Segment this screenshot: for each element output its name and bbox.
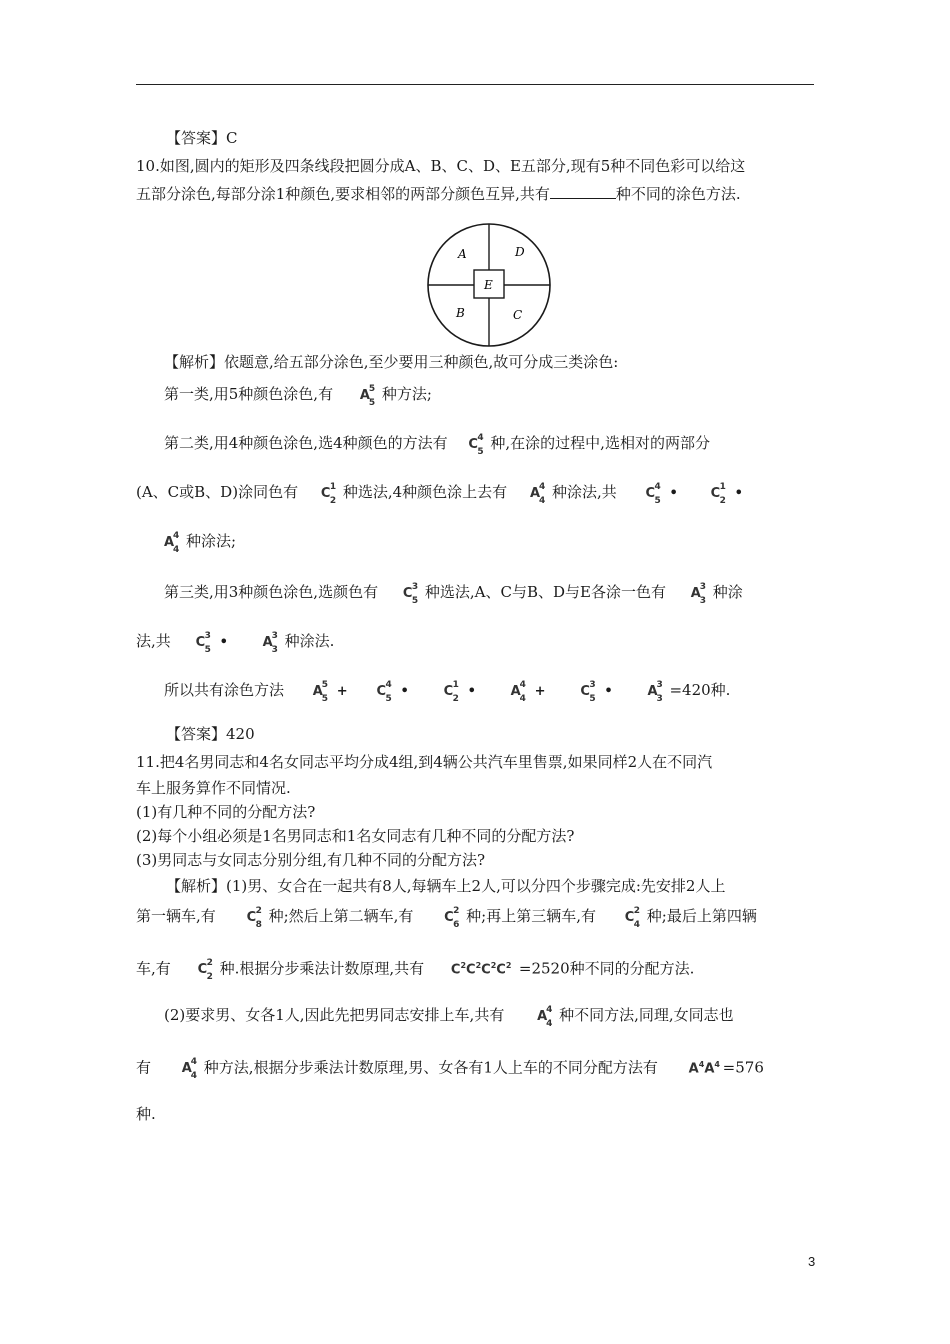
q10-line2a: 五部分涂色,每部分涂1种颜色,要求相邻的两部分颜色互异,共有	[136, 185, 550, 203]
header-rule	[136, 84, 814, 85]
multiply-dot: •	[604, 684, 613, 699]
sol11-line5	[136, 1055, 764, 1082]
formula-c53: C 3 5	[402, 582, 419, 606]
q10-line1: 10.如图,圆内的矩形及四条线段把圆分成A、B、C、D、E五部分,现有5种不同色彩可以给这	[136, 157, 746, 175]
sol11-text-5b: 种方法,根据分步乘法计数原理,男、女各有1人上车的不同分配方法有	[203, 1058, 658, 1077]
sol10-case3-line2	[136, 631, 334, 653]
sol11-text-5a: 有	[136, 1058, 152, 1077]
formula-a33: A 3 3	[690, 582, 706, 606]
sol10-case3-text-e: 种涂法.	[284, 632, 335, 650]
formula-c21: C 1 2	[320, 482, 337, 506]
sol11-text-3a: 车,有	[136, 959, 171, 978]
q11-line2: 车上服务算作不同情况.	[136, 779, 291, 797]
sol10-case3-text-c: 种涂	[712, 583, 743, 601]
sol10-case2-text-a: 第二类,用4种颜色涂色,选4种颜色的方法有	[164, 434, 448, 452]
formula-c54-c: C 4 5	[376, 680, 392, 704]
previous-answer: 【答案】C	[166, 129, 238, 147]
label-e: E	[484, 278, 493, 292]
sol11-text-3c: =2520种不同的分配方法.	[518, 959, 695, 978]
multiply-dot: •	[400, 684, 409, 699]
multiply-dot: •	[669, 486, 678, 501]
formula-a44-c: A 4 4	[510, 680, 526, 704]
formula-c82: C 2 8	[246, 906, 262, 930]
sol10-case2-text-d: 种选法,4种颜色涂上去有	[342, 483, 508, 501]
page-number: 3	[808, 1254, 816, 1269]
formula-c21-c: C 1 2	[443, 680, 459, 704]
formula-c54: C 4 5	[468, 433, 484, 457]
formula-a44-e: A 4 4	[181, 1057, 198, 1082]
sol10-case2-line1	[164, 433, 710, 455]
q11-part1: (1)有几种不同的分配方法?	[136, 803, 316, 821]
formula-a55-b: A 5 5	[312, 680, 329, 704]
formula-product: $C^2C^2C^2C^2$	[450, 961, 512, 978]
multiply-dot: •	[219, 635, 228, 650]
sol10-case1-text-a: 第一类,用5种颜色涂色,有	[164, 385, 334, 403]
multiply-dot: •	[467, 684, 476, 699]
sol11-line4	[164, 1005, 734, 1027]
sol11-line3	[136, 956, 695, 983]
sol11-text-2c: 种;再上第三辆车,有	[466, 907, 596, 925]
formula-c42: C 2 4	[624, 906, 641, 930]
sol10-case2-text-b: 种,在涂的过程中,选相对的两部分	[490, 434, 710, 452]
q10-line2	[136, 184, 741, 204]
sol10-case1	[164, 384, 432, 406]
circle-figure	[426, 223, 556, 351]
sol10-case3-line1	[164, 582, 743, 604]
sol11-line1: 【解析】(1)男、女合在一起共有8人,每辆车上2人,可以分四个步骤完成:先安排2人上	[166, 877, 726, 895]
formula-c54-b: C 4 5	[645, 482, 661, 506]
sol10-intro: 【解析】依题意,给五部分涂色,至少要用三种颜色,故可分成三类涂色:	[164, 353, 619, 371]
sol10-case2-text-e: 种涂法,共	[551, 483, 617, 501]
label-b: B	[456, 306, 465, 320]
sol11-line2	[136, 906, 757, 928]
sol10-case2-line2	[136, 482, 743, 504]
sol11-text-3b: 种.根据分步乘法计数原理,共有	[219, 959, 425, 978]
sol11-text-4b: 种不同方法,同理,女同志也	[559, 1006, 734, 1024]
label-c: C	[513, 308, 523, 322]
sol10-case3-text-a: 第三类,用3种颜色涂色,选颜色有	[164, 583, 379, 601]
q11-line1: 11.把4名男同志和4名女同志平均分成4组,到4辆公共汽车里售票,如果同样2人在不同汽	[136, 753, 713, 771]
sol10-answer: 【答案】420	[166, 725, 255, 743]
q11-part2: (2)每个小组必须是1名男同志和1名女同志有几种不同的分配方法?	[136, 827, 575, 845]
formula-a44-d: A 4 4	[537, 1005, 553, 1029]
sol11-text-2a: 第一辆车,有	[136, 907, 216, 925]
label-a: A	[458, 247, 467, 261]
formula-a33-b: A 3 3	[262, 631, 278, 655]
sol10-case1-text-b: 种方法;	[381, 385, 432, 403]
label-d: D	[515, 245, 525, 259]
q10-line2b: 种不同的涂色方法.	[615, 185, 741, 203]
formula-a44: A 4 4	[529, 482, 546, 506]
formula-a55: A 5 5	[359, 384, 376, 408]
sol11-text-5c: =576	[722, 1058, 764, 1077]
sol10-total-text-b: =420种.	[669, 681, 731, 699]
formula-a44-product: $A^4A^4$	[688, 1060, 720, 1077]
formula-c22: C 2 2	[197, 958, 213, 983]
plus-sign: +	[336, 684, 348, 699]
sol10-total	[164, 680, 730, 702]
sol10-total-text-a: 所以共有涂色方法	[164, 681, 285, 699]
sol11-text-2d: 种;最后上第四辆	[646, 907, 757, 925]
multiply-dot: •	[734, 486, 743, 501]
sol10-case2-text-c: (A、C或B、D)涂同色有	[136, 483, 299, 501]
sol10-case3-text-d: 法,共	[136, 632, 171, 650]
answer-blank	[550, 184, 616, 199]
q11-part3: (3)男同志与女同志分别分组,有几种不同的分配方法?	[136, 851, 486, 869]
sol11-text-4a: (2)要求男、女各1人,因此先把男同志安排上车,共有	[164, 1006, 505, 1024]
sol11-text-2b: 种;然后上第二辆车,有	[268, 907, 414, 925]
formula-c53-b: C 3 5	[195, 631, 211, 655]
sol10-case2-text-f: 种涂法;	[186, 532, 237, 550]
formula-a44-b: A 4 4	[164, 531, 180, 555]
formula-c21-b: C 1 2	[710, 482, 726, 506]
formula-a33-c: A 3 3	[647, 680, 663, 704]
plus-sign: +	[534, 684, 546, 699]
sol10-case2-line3	[164, 531, 236, 553]
formula-c53-c: C 3 5	[580, 680, 596, 704]
sol11-line6: 种.	[136, 1105, 156, 1123]
sol10-case3-text-b: 种选法,A、C与B、D与E各涂一色有	[424, 583, 666, 601]
formula-c62: C 2 6	[444, 906, 460, 930]
